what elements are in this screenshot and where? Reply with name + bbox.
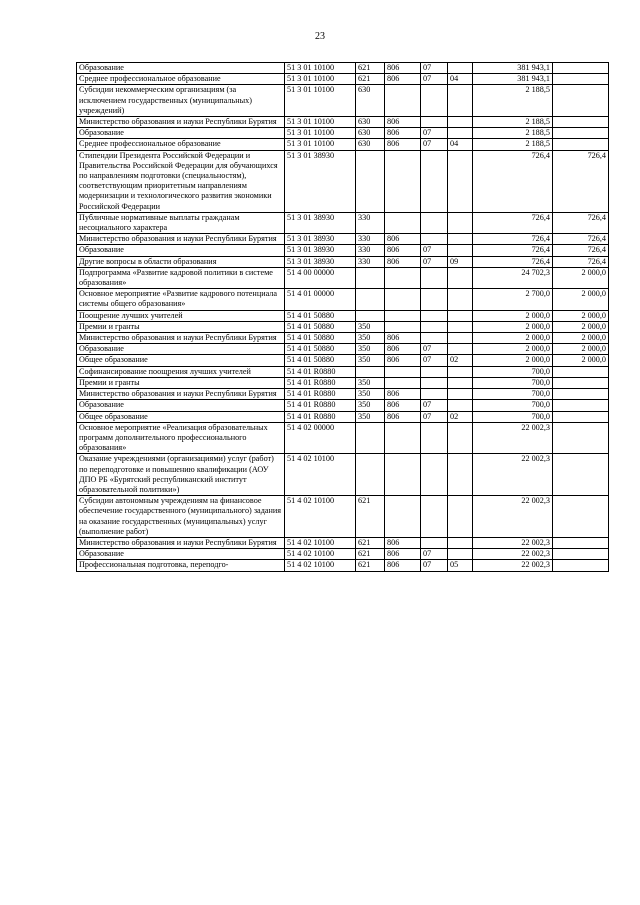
row-administrator-code — [385, 289, 421, 310]
row-target-article: 51 3 01 10100 — [285, 74, 356, 85]
row-amount-federal — [553, 496, 609, 538]
row-target-article: 51 4 01 50880 — [285, 310, 356, 321]
row-administrator-code — [385, 377, 421, 388]
row-name: Образование — [77, 400, 285, 411]
row-expense-type: 350 — [356, 377, 385, 388]
table-row — [77, 128, 609, 139]
row-amount-federal — [553, 454, 609, 496]
row-subsection — [448, 128, 473, 139]
row-section: 07 — [421, 560, 448, 571]
row-amount: 700,0 — [473, 400, 553, 411]
row-amount: 2 188,5 — [473, 128, 553, 139]
row-name: Министерство образования и науки Республики Бурятия — [77, 117, 285, 128]
row-section — [421, 289, 448, 310]
row-target-article: 51 4 00 00000 — [285, 267, 356, 288]
row-amount-federal — [553, 411, 609, 422]
row-target-article: 51 3 01 10100 — [285, 139, 356, 150]
row-section: 07 — [421, 355, 448, 366]
row-section: 07 — [421, 139, 448, 150]
row-section — [421, 454, 448, 496]
row-section: 07 — [421, 74, 448, 85]
row-target-article: 51 3 01 38930 — [285, 256, 356, 267]
row-subsection — [448, 366, 473, 377]
row-amount: 726,4 — [473, 150, 553, 212]
row-administrator-code — [385, 321, 421, 332]
table-row — [77, 560, 609, 571]
row-subsection — [448, 117, 473, 128]
row-section — [421, 212, 448, 233]
table-row — [77, 377, 609, 388]
row-name: Общее образование — [77, 355, 285, 366]
row-name: Образование — [77, 549, 285, 560]
row-section — [421, 310, 448, 321]
row-amount-federal — [553, 389, 609, 400]
row-expense-type: 621 — [356, 549, 385, 560]
row-expense-type: 621 — [356, 560, 385, 571]
row-subsection — [448, 310, 473, 321]
row-name: Профессиональная подготовка, переподго- — [77, 560, 285, 571]
row-amount: 700,0 — [473, 377, 553, 388]
row-expense-type: 621 — [356, 537, 385, 548]
row-amount: 381 943,1 — [473, 74, 553, 85]
row-administrator-code — [385, 422, 421, 454]
row-name: Министерство образования и науки Республики Бурятия — [77, 234, 285, 245]
row-amount: 22 002,3 — [473, 496, 553, 538]
row-amount-federal: 2 000,0 — [553, 333, 609, 344]
row-administrator-code: 806 — [385, 537, 421, 548]
row-subsection: 02 — [448, 411, 473, 422]
row-expense-type: 630 — [356, 85, 385, 117]
table-row — [77, 139, 609, 150]
row-target-article: 51 3 01 38930 — [285, 150, 356, 212]
row-amount: 700,0 — [473, 411, 553, 422]
row-expense-type: 330 — [356, 212, 385, 233]
row-amount-federal — [553, 128, 609, 139]
row-amount-federal — [553, 63, 609, 74]
table-row — [77, 85, 609, 117]
row-target-article: 51 4 02 10100 — [285, 549, 356, 560]
row-subsection — [448, 344, 473, 355]
row-amount: 22 002,3 — [473, 560, 553, 571]
row-amount-federal: 726,4 — [553, 256, 609, 267]
row-target-article: 51 4 01 50880 — [285, 344, 356, 355]
row-administrator-code — [385, 267, 421, 288]
row-target-article: 51 3 01 10100 — [285, 85, 356, 117]
row-amount-federal: 2 000,0 — [553, 344, 609, 355]
row-expense-type — [356, 454, 385, 496]
row-expense-type — [356, 267, 385, 288]
row-name: Среднее профессиональное образование — [77, 139, 285, 150]
row-amount-federal — [553, 560, 609, 571]
row-amount-federal: 726,4 — [553, 150, 609, 212]
row-name: Премии и гранты — [77, 321, 285, 332]
row-administrator-code: 806 — [385, 344, 421, 355]
row-section: 07 — [421, 63, 448, 74]
row-subsection — [448, 333, 473, 344]
row-expense-type: 330 — [356, 245, 385, 256]
row-amount-federal — [553, 85, 609, 117]
row-expense-type — [356, 310, 385, 321]
row-target-article: 51 4 01 50880 — [285, 321, 356, 332]
row-amount-federal — [553, 549, 609, 560]
row-amount-federal: 2 000,0 — [553, 321, 609, 332]
row-administrator-code: 806 — [385, 355, 421, 366]
row-subsection — [448, 400, 473, 411]
row-name: Среднее профессиональное образование — [77, 74, 285, 85]
row-name: Другие вопросы в области образования — [77, 256, 285, 267]
table-row — [77, 366, 609, 377]
page-number: 23 — [315, 31, 325, 42]
table-row — [77, 256, 609, 267]
row-subsection: 04 — [448, 139, 473, 150]
row-target-article: 51 3 01 10100 — [285, 128, 356, 139]
row-subsection — [448, 321, 473, 332]
table-row — [77, 496, 609, 538]
row-administrator-code — [385, 150, 421, 212]
row-amount: 2 000,0 — [473, 310, 553, 321]
row-amount-federal: 726,4 — [553, 245, 609, 256]
row-name: Образование — [77, 245, 285, 256]
row-section: 07 — [421, 411, 448, 422]
row-section — [421, 537, 448, 548]
row-subsection — [448, 422, 473, 454]
table-row — [77, 289, 609, 310]
row-administrator-code: 806 — [385, 400, 421, 411]
row-amount: 2 188,5 — [473, 85, 553, 117]
row-subsection — [448, 389, 473, 400]
row-amount: 22 002,3 — [473, 454, 553, 496]
row-target-article: 51 4 01 00000 — [285, 289, 356, 310]
row-amount-federal: 2 000,0 — [553, 310, 609, 321]
row-expense-type — [356, 422, 385, 454]
table-row — [77, 344, 609, 355]
row-administrator-code: 806 — [385, 74, 421, 85]
row-amount: 24 702,3 — [473, 267, 553, 288]
row-section — [421, 377, 448, 388]
row-amount-federal: 726,4 — [553, 234, 609, 245]
row-amount: 2 700,0 — [473, 289, 553, 310]
row-section: 07 — [421, 344, 448, 355]
row-target-article: 51 4 02 10100 — [285, 537, 356, 548]
row-administrator-code: 806 — [385, 549, 421, 560]
row-subsection — [448, 454, 473, 496]
row-amount-federal: 2 000,0 — [553, 289, 609, 310]
table-row — [77, 117, 609, 128]
row-amount: 2 000,0 — [473, 321, 553, 332]
row-amount: 2 188,5 — [473, 139, 553, 150]
row-name: Премии и гранты — [77, 377, 285, 388]
row-subsection — [448, 234, 473, 245]
row-target-article: 51 4 02 00000 — [285, 422, 356, 454]
row-expense-type: 350 — [356, 389, 385, 400]
row-target-article: 51 4 01 R0880 — [285, 389, 356, 400]
table-row — [77, 355, 609, 366]
row-administrator-code: 806 — [385, 389, 421, 400]
row-name: Министерство образования и науки Республики Бурятия — [77, 389, 285, 400]
row-amount: 726,4 — [473, 212, 553, 233]
row-amount-federal: 726,4 — [553, 212, 609, 233]
row-amount-federal — [553, 400, 609, 411]
row-section — [421, 422, 448, 454]
row-administrator-code: 806 — [385, 411, 421, 422]
row-name: Подпрограмма «Развитие кадровой политики в системе образования» — [77, 267, 285, 288]
row-expense-type: 350 — [356, 400, 385, 411]
row-expense-type: 350 — [356, 333, 385, 344]
row-name: Субсидии автономным учреждениям на финансовое обеспечение государственного (муниципального) задания на оказание государственных (муниципальных) услуг (выполнение работ) — [77, 496, 285, 538]
row-amount: 2 000,0 — [473, 344, 553, 355]
row-target-article: 51 3 01 38930 — [285, 212, 356, 233]
row-amount-federal — [553, 139, 609, 150]
row-subsection: 09 — [448, 256, 473, 267]
table-row — [77, 63, 609, 74]
row-expense-type — [356, 289, 385, 310]
row-expense-type: 350 — [356, 321, 385, 332]
row-administrator-code — [385, 496, 421, 538]
row-section — [421, 366, 448, 377]
row-target-article: 51 4 01 R0880 — [285, 400, 356, 411]
row-amount: 22 002,3 — [473, 422, 553, 454]
row-section — [421, 150, 448, 212]
row-expense-type: 621 — [356, 63, 385, 74]
row-amount: 2 188,5 — [473, 117, 553, 128]
table-row — [77, 400, 609, 411]
row-section: 07 — [421, 400, 448, 411]
row-subsection — [448, 537, 473, 548]
row-section: 07 — [421, 549, 448, 560]
table-row — [77, 389, 609, 400]
row-expense-type: 350 — [356, 344, 385, 355]
row-name: Образование — [77, 63, 285, 74]
table-row — [77, 267, 609, 288]
row-amount: 726,4 — [473, 245, 553, 256]
row-target-article: 51 4 02 10100 — [285, 560, 356, 571]
row-expense-type: 330 — [356, 256, 385, 267]
row-name: Софинансирование поощрения лучших учителей — [77, 366, 285, 377]
budget-table — [76, 62, 609, 572]
row-subsection — [448, 212, 473, 233]
row-expense-type: 621 — [356, 496, 385, 538]
row-name: Образование — [77, 128, 285, 139]
row-subsection — [448, 496, 473, 538]
table-row — [77, 150, 609, 212]
row-subsection — [448, 63, 473, 74]
row-section — [421, 267, 448, 288]
row-expense-type: 350 — [356, 355, 385, 366]
row-amount-federal: 2 000,0 — [553, 267, 609, 288]
row-target-article: 51 3 01 10100 — [285, 117, 356, 128]
row-name: Министерство образования и науки Республики Бурятия — [77, 333, 285, 344]
table-row — [77, 422, 609, 454]
row-subsection: 02 — [448, 355, 473, 366]
row-target-article: 51 3 01 38930 — [285, 234, 356, 245]
row-amount-federal — [553, 377, 609, 388]
row-administrator-code: 806 — [385, 256, 421, 267]
row-expense-type — [356, 366, 385, 377]
row-expense-type: 330 — [356, 234, 385, 245]
row-administrator-code: 806 — [385, 333, 421, 344]
row-target-article: 51 3 01 10100 — [285, 63, 356, 74]
row-name: Субсидии некоммерческим организациям (за исключением государственных (муниципальных) учреждений) — [77, 85, 285, 117]
row-target-article: 51 3 01 38930 — [285, 245, 356, 256]
row-administrator-code: 806 — [385, 117, 421, 128]
table-row — [77, 234, 609, 245]
table-body — [77, 63, 609, 572]
row-target-article: 51 4 01 R0880 — [285, 377, 356, 388]
row-expense-type — [356, 150, 385, 212]
row-section: 07 — [421, 245, 448, 256]
table-row — [77, 333, 609, 344]
row-name: Стипендии Президента Российской Федерации и Правительства Российской Федерации для обучающихся по направлениям подготовки (специальностям), соответствующим приоритетным направлениям модернизации и технологического развития экономики Российской Федерации — [77, 150, 285, 212]
row-expense-type: 630 — [356, 139, 385, 150]
row-administrator-code — [385, 85, 421, 117]
row-expense-type: 630 — [356, 128, 385, 139]
row-target-article: 51 4 01 R0880 — [285, 366, 356, 377]
row-section — [421, 389, 448, 400]
row-administrator-code: 806 — [385, 63, 421, 74]
row-amount: 2 000,0 — [473, 333, 553, 344]
row-target-article: 51 4 02 10100 — [285, 454, 356, 496]
row-administrator-code: 806 — [385, 128, 421, 139]
row-amount: 700,0 — [473, 389, 553, 400]
row-subsection — [448, 289, 473, 310]
row-name: Оказание учреждениями (организациями) услуг (работ) по переподготовке и повышению квалификации (АОУ ДПО РБ «Бурятский республиканский институт образовательной политики») — [77, 454, 285, 496]
table-row — [77, 454, 609, 496]
row-administrator-code — [385, 212, 421, 233]
row-section — [421, 117, 448, 128]
row-amount-federal — [553, 366, 609, 377]
row-amount-federal — [553, 422, 609, 454]
row-section: 07 — [421, 128, 448, 139]
table-row — [77, 321, 609, 332]
row-amount: 22 002,3 — [473, 549, 553, 560]
row-amount-federal — [553, 117, 609, 128]
table-row — [77, 537, 609, 548]
row-name: Основное мероприятие «Реализация образовательных программ дополнительного профессионального образования» — [77, 422, 285, 454]
row-name: Общее образование — [77, 411, 285, 422]
row-amount-federal — [553, 74, 609, 85]
row-section: 07 — [421, 256, 448, 267]
row-subsection — [448, 377, 473, 388]
row-expense-type: 621 — [356, 74, 385, 85]
row-name: Поощрение лучших учителей — [77, 310, 285, 321]
row-target-article: 51 4 01 50880 — [285, 333, 356, 344]
row-amount: 700,0 — [473, 366, 553, 377]
row-subsection — [448, 267, 473, 288]
row-amount: 726,4 — [473, 256, 553, 267]
row-section — [421, 321, 448, 332]
row-target-article: 51 4 01 R0880 — [285, 411, 356, 422]
row-subsection — [448, 150, 473, 212]
row-name: Министерство образования и науки Республики Бурятия — [77, 537, 285, 548]
row-amount: 22 002,3 — [473, 537, 553, 548]
row-amount: 726,4 — [473, 234, 553, 245]
row-amount-federal: 2 000,0 — [553, 355, 609, 366]
row-target-article: 51 4 01 50880 — [285, 355, 356, 366]
row-expense-type: 630 — [356, 117, 385, 128]
table-row — [77, 549, 609, 560]
row-subsection — [448, 245, 473, 256]
row-administrator-code — [385, 454, 421, 496]
table-row — [77, 310, 609, 321]
row-administrator-code — [385, 310, 421, 321]
row-amount: 2 000,0 — [473, 355, 553, 366]
row-administrator-code: 806 — [385, 245, 421, 256]
row-subsection — [448, 85, 473, 117]
row-name: Основное мероприятие «Развитие кадрового потенциала системы общего образования» — [77, 289, 285, 310]
table-row — [77, 74, 609, 85]
row-name: Образование — [77, 344, 285, 355]
row-section — [421, 85, 448, 117]
row-administrator-code: 806 — [385, 234, 421, 245]
row-administrator-code: 806 — [385, 560, 421, 571]
row-administrator-code — [385, 366, 421, 377]
table-row — [77, 212, 609, 233]
table-row — [77, 411, 609, 422]
row-subsection: 05 — [448, 560, 473, 571]
row-administrator-code: 806 — [385, 139, 421, 150]
row-subsection — [448, 549, 473, 560]
row-amount: 381 943,1 — [473, 63, 553, 74]
row-name: Публичные нормативные выплаты гражданам несоциального характера — [77, 212, 285, 233]
row-subsection: 04 — [448, 74, 473, 85]
row-target-article: 51 4 02 10100 — [285, 496, 356, 538]
row-section — [421, 496, 448, 538]
table-row — [77, 245, 609, 256]
row-expense-type: 350 — [356, 411, 385, 422]
row-amount-federal — [553, 537, 609, 548]
row-section — [421, 234, 448, 245]
row-section — [421, 333, 448, 344]
